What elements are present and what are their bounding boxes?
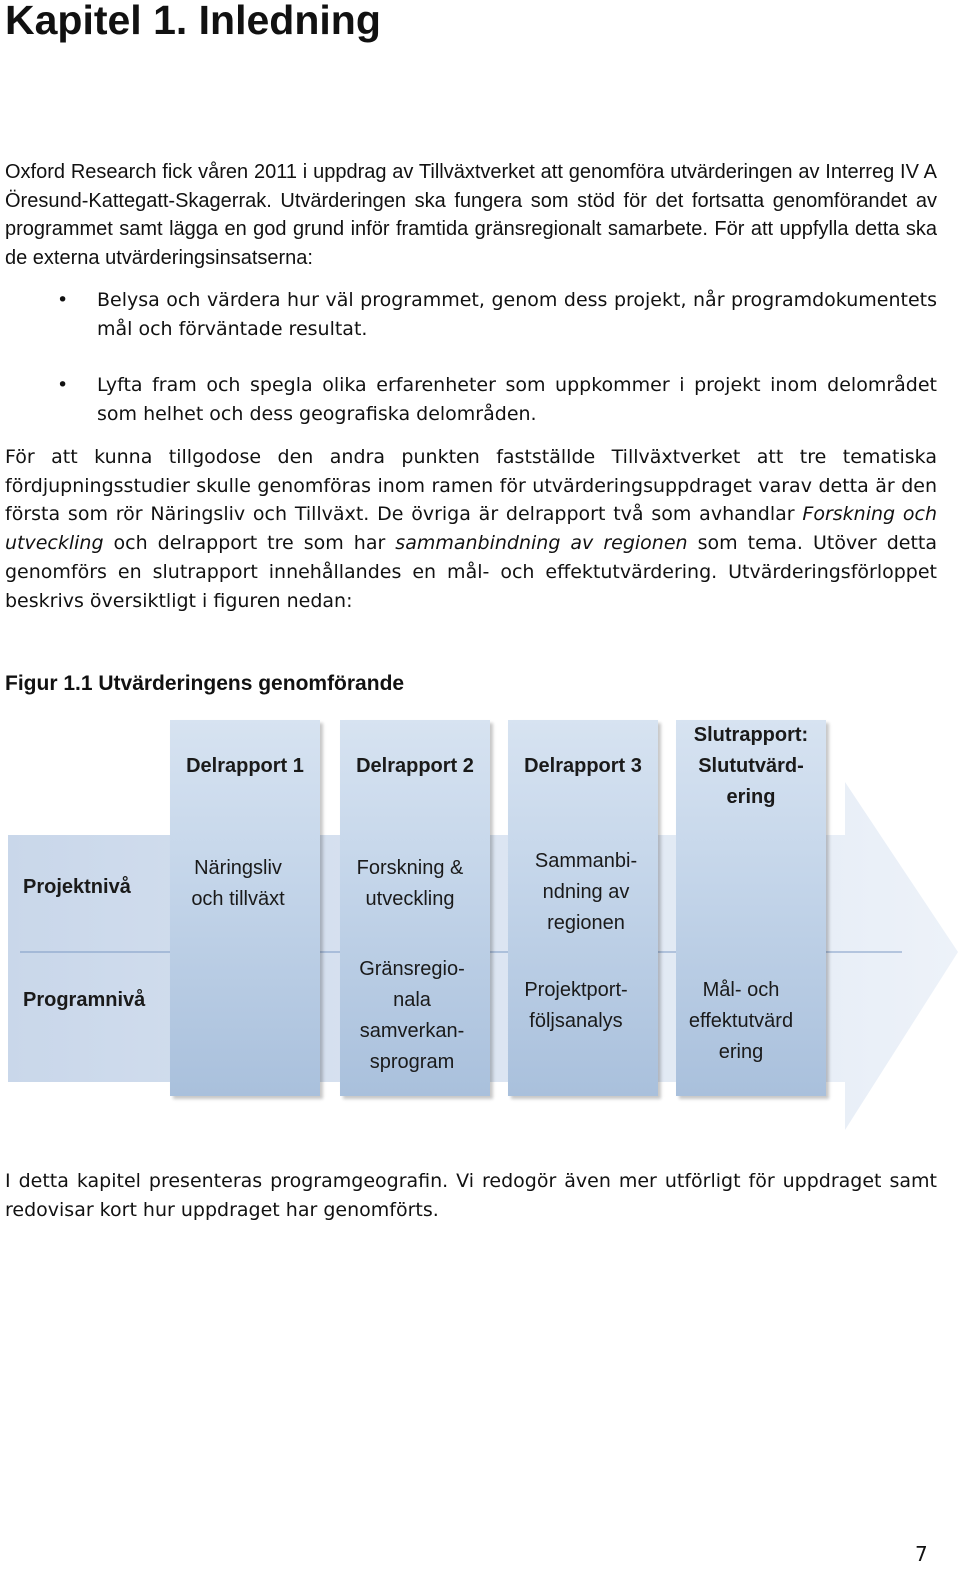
column-header-line: ering xyxy=(726,786,776,808)
bullet-icon: • xyxy=(57,289,69,311)
bullet-text: Belysa och värdera hur väl programmet, genom dess projekt, når programdokumentets mål och förväntade resultat. xyxy=(97,289,937,340)
cell-project-delrapport-2 xyxy=(325,853,495,915)
cell-line: Gränsregio- xyxy=(359,958,465,980)
cell-line: samverkan- xyxy=(359,1020,465,1042)
cell-line: utveckling xyxy=(365,888,455,910)
figure-caption: Figur 1.1 Utvärderingens genomförande xyxy=(5,672,405,695)
closing-paragraph: I detta kapitel presenteras programgeografin. Vi redogör även mer utförligt för uppdraget samt redovisar kort hur uppdraget har genomförts. xyxy=(5,1170,937,1221)
chapter-title: Kapitel 1. Inledning xyxy=(5,0,381,43)
cell-line: nala xyxy=(393,989,431,1011)
cell-project-delrapport-3 xyxy=(501,846,671,939)
cell-line: sprogram xyxy=(369,1051,455,1073)
list-item xyxy=(5,286,937,343)
cell-program-delrapport-3 xyxy=(491,975,661,1037)
cell-line: regionen xyxy=(547,912,625,934)
method-paragraph xyxy=(5,443,937,615)
cell-line: Näringsliv xyxy=(194,857,282,879)
list-item xyxy=(5,371,937,428)
emphasis-text: Forskning och utveckling xyxy=(5,503,937,555)
cell-program-delrapport-2 xyxy=(327,954,497,1078)
cell-line: Mål- och xyxy=(702,979,780,1001)
process-figure xyxy=(0,710,960,1140)
page-number: 7 xyxy=(915,1542,928,1566)
emphasis-text: sammanbindning av regionen xyxy=(395,532,688,555)
cell-line: följsanalys xyxy=(529,1010,623,1032)
cell-line: Projektport- xyxy=(524,979,628,1001)
row-label-project: Projektnivå xyxy=(23,876,131,898)
cell-project-delrapport-1 xyxy=(153,853,323,915)
cell-line: effektutvärd xyxy=(688,1010,794,1032)
column-header: Delrapport 3 xyxy=(524,755,642,777)
cell-program-slutrapport xyxy=(656,975,826,1068)
paragraph-text: som tema. Utöver detta genomförs en slutrapport innehållandes en mål- och effektutvärdering. Utvärderingsförloppet beskrivs översiktligt i figuren nedan: xyxy=(5,532,937,612)
column-header: Delrapport 1 xyxy=(186,755,304,777)
cell-line: och tillväxt xyxy=(191,888,285,910)
bullet-list xyxy=(5,286,937,457)
column-header-line: Slututvärd- xyxy=(698,755,804,777)
row-label-program: Programnivå xyxy=(23,989,146,1011)
paragraph-text: och delrapport tre som har xyxy=(103,532,396,555)
intro-paragraph: Oxford Research fick våren 2011 i uppdrag av Tillväxtverket att genomföra utvärderingen av Interreg IV A Öresund-Kattegatt-Skagerrak. Utvärderingen ska fungera som stöd för det fortsatta genomförandet av programmet samt lägga en god grund inför framtida gränsregionalt samarbete. För att uppfylla detta ska de externa utvärderingsinsatserna: xyxy=(5,161,937,270)
column-header-line: Slutrapport: xyxy=(693,724,809,746)
bullet-icon: • xyxy=(57,374,69,397)
cell-line: ering xyxy=(718,1041,764,1063)
column-header: Delrapport 2 xyxy=(356,755,474,777)
cell-line: ndning av xyxy=(542,881,630,903)
bullet-text: Lyfta fram och spegla olika erfarenheter som uppkommer i projekt inom delområdet som helhet och dess geografiska delområden. xyxy=(97,374,937,426)
cell-line: Forskning & xyxy=(356,857,464,879)
cell-line: Sammanbi- xyxy=(534,850,638,872)
paragraph-text: För att kunna tillgodose den andra punkten fastställde Tillväxtverket att tre tematiska fördjupningsstudier skulle genomföras inom ramen för utvärderingsuppdraget varav detta är den första som rör Näringsliv och Tillväxt. De övriga är delrapport två som avhandlar xyxy=(5,446,937,526)
